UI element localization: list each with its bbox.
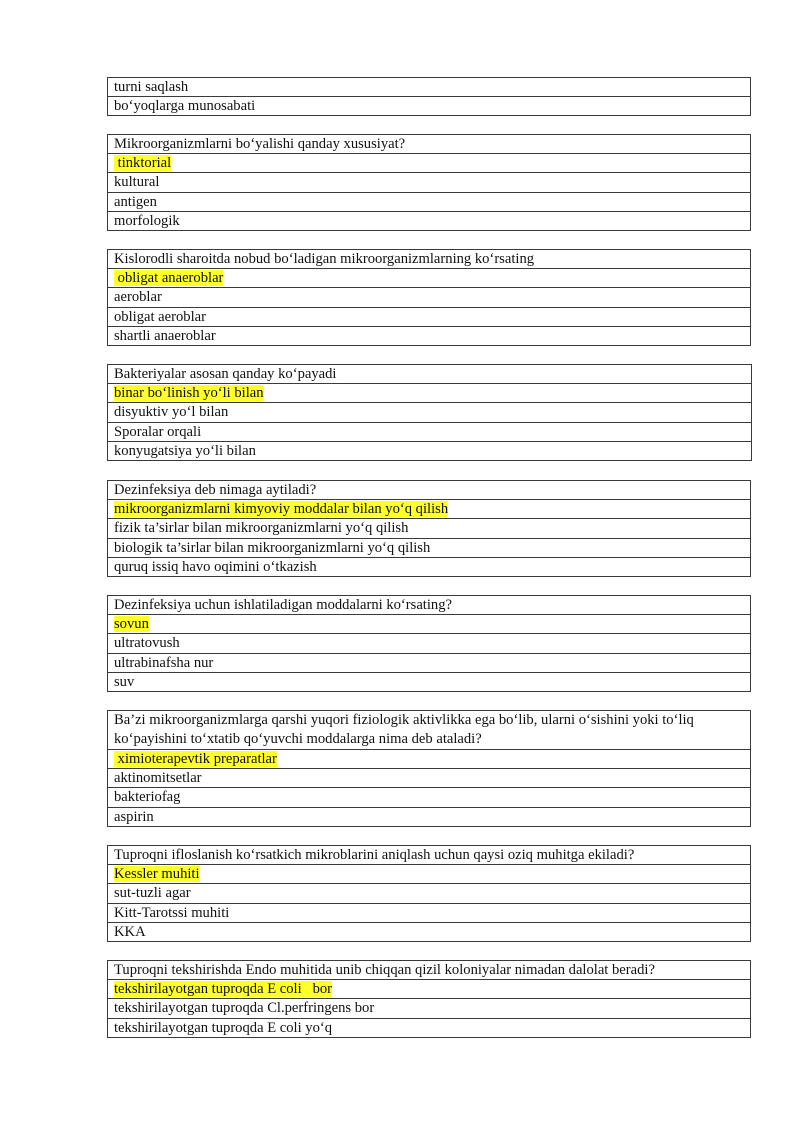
question-text: Tuproqni ifloslanish ko‘rsatkich mikroblarini aniqlash uchun qaysi oziq muhitga ekiladi? bbox=[108, 846, 751, 865]
question-block bbox=[107, 845, 751, 942]
correct-answer-highlight: Kessler muhiti bbox=[114, 866, 200, 883]
option-text: aktinomitsetlar bbox=[108, 769, 751, 788]
option-text: tekshirilayotgan tuproqda Cl.perfringens bor bbox=[108, 999, 751, 1018]
question-text: Ba’zi mikroorganizmlarga qarshi yuqori fiziologik aktivlikka ega bo‘lib, ularni o‘sishini yoki to‘liq ko‘payishini to‘xtatib qo‘yuvchi moddalarga nima deb ataladi? bbox=[108, 711, 751, 750]
option-text: bo‘yoqlarga munosabati bbox=[108, 97, 751, 116]
option-row bbox=[108, 97, 751, 116]
correct-answer-row bbox=[108, 615, 751, 634]
option-text: Kitt-Tarotssi muhiti bbox=[108, 903, 751, 922]
correct-answer-row bbox=[108, 980, 751, 999]
question-text: Dezinfeksiya deb nimaga aytiladi? bbox=[108, 481, 751, 500]
correct-answer-highlight: binar bo‘linish yo‘li bilan bbox=[114, 385, 264, 402]
correct-answer-row bbox=[108, 154, 751, 173]
option-text: kultural bbox=[108, 173, 751, 192]
option-text: obligat aeroblar bbox=[108, 307, 751, 326]
question-text: Mikroorganizmlarni bo‘yalishi qanday xususiyat? bbox=[108, 135, 751, 154]
question-text: Kislorodli sharoitda nobud bo‘ladigan mikroorganizmlarning ko‘rsating bbox=[108, 250, 751, 269]
correct-answer-highlight: mikroorganizmlarni kimyoviy moddalar bilan yo‘q qilish bbox=[114, 501, 449, 518]
option-text: sut-tuzli agar bbox=[108, 884, 751, 903]
option-text: ultrabinafsha nur bbox=[108, 653, 751, 672]
option-text: aeroblar bbox=[108, 288, 751, 307]
question-block bbox=[107, 710, 751, 827]
option-text: turni saqlash bbox=[108, 78, 751, 97]
question-text: Tuproqni tekshirishda Endo muhitida unib chiqqan qizil koloniyalar nimadan dalolat beradi? bbox=[108, 961, 751, 980]
question-block bbox=[107, 364, 752, 461]
correct-answer-highlight: sovun bbox=[114, 616, 149, 633]
correct-answer-row bbox=[108, 384, 752, 403]
option-text: tekshirilayotgan tuproqda E coli yo‘q bbox=[108, 1018, 751, 1037]
question-block bbox=[107, 480, 751, 577]
question-block bbox=[107, 249, 751, 346]
option-text: shartli anaeroblar bbox=[108, 326, 751, 345]
question-block-continued bbox=[107, 77, 751, 116]
correct-answer-row bbox=[108, 269, 751, 288]
option-text: fizik ta’sirlar bilan mikroorganizmlarni yo‘q qilish bbox=[108, 519, 751, 538]
question-block bbox=[107, 960, 751, 1038]
question-block bbox=[107, 134, 751, 231]
option-text: morfologik bbox=[108, 211, 751, 230]
option-text: suv bbox=[108, 672, 751, 691]
correct-answer-row bbox=[108, 750, 751, 769]
correct-answer-highlight: tekshirilayotgan tuproqda E coli bor bbox=[114, 981, 333, 998]
option-text: ultratovush bbox=[108, 634, 751, 653]
option-text: disyuktiv yo‘l bilan bbox=[108, 403, 752, 422]
option-text: antigen bbox=[108, 192, 751, 211]
question-text: Dezinfeksiya uchun ishlatiladigan moddalarni ko‘rsating? bbox=[108, 596, 751, 615]
option-text: bakteriofag bbox=[108, 788, 751, 807]
correct-answer-highlight: tinktorial bbox=[114, 155, 172, 172]
correct-answer-highlight: obligat anaeroblar bbox=[114, 270, 224, 287]
option-text: KKA bbox=[108, 922, 751, 941]
option-text: quruq issiq havo oqimini o‘tkazish bbox=[108, 557, 751, 576]
option-text: konyugatsiya yo‘li bilan bbox=[108, 441, 752, 460]
option-text: biologik ta’sirlar bilan mikroorganizmlarni yo‘q qilish bbox=[108, 538, 751, 557]
question-block bbox=[107, 595, 751, 692]
option-text: Sporalar orqali bbox=[108, 422, 752, 441]
correct-answer-row bbox=[108, 500, 751, 519]
question-text: Bakteriyalar asosan qanday ko‘payadi bbox=[108, 365, 752, 384]
option-row bbox=[108, 78, 751, 97]
option-text: aspirin bbox=[108, 807, 751, 826]
correct-answer-highlight: ximioterapevtik preparatlar bbox=[114, 751, 277, 768]
correct-answer-row bbox=[108, 865, 751, 884]
